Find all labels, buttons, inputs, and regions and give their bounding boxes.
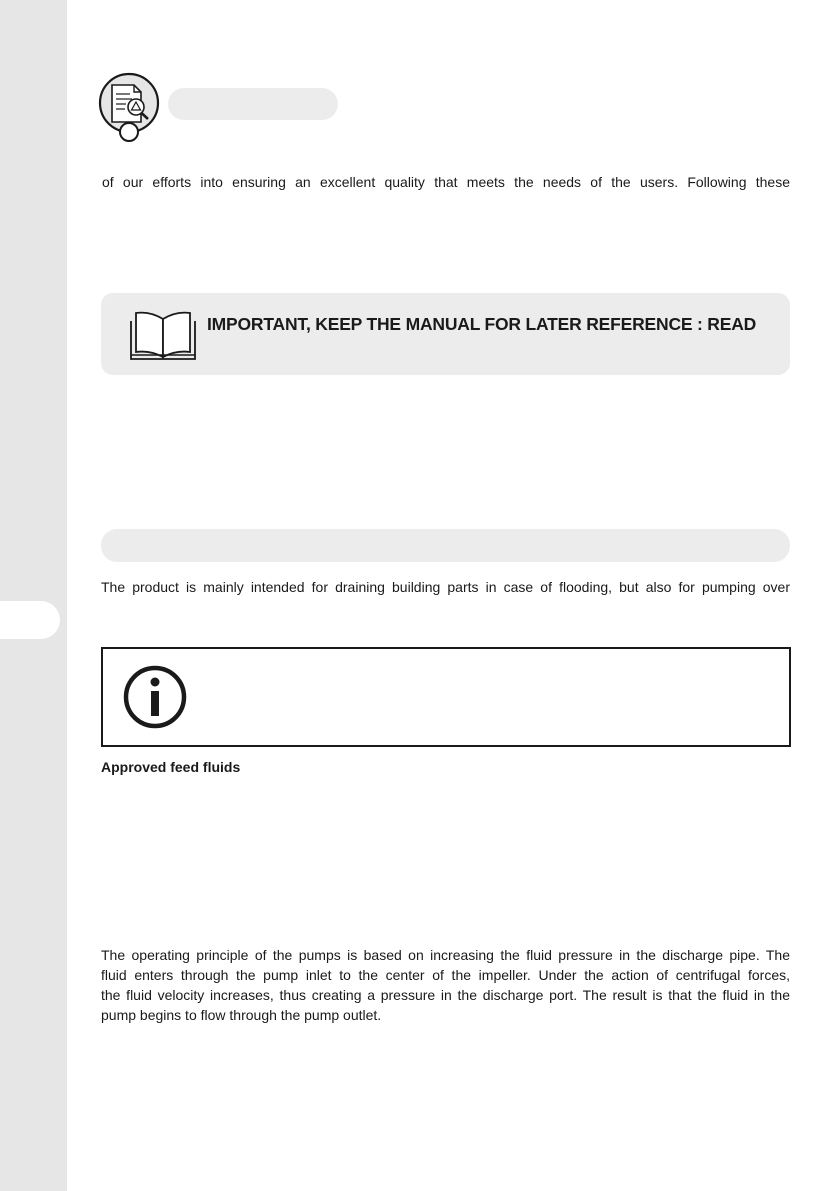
- operating-principle-paragraph: [101, 945, 790, 1025]
- open-book-icon: [128, 309, 198, 361]
- paragraph-line: The operating principle of the pumps is based on increasing the fluid pressure in the discharge pipe. The: [101, 947, 790, 963]
- intended-use-paragraph: The product is mainly intended for draining building parts in case of flooding, but also for pumping over: [101, 579, 790, 595]
- info-icon: [122, 664, 188, 730]
- important-notice-text: IMPORTANT, KEEP THE MANUAL FOR LATER REFERENCE : READ: [207, 314, 757, 334]
- document-warning-magnifier-icon: [98, 72, 160, 144]
- paragraph-line: the fluid velocity increases, thus creating a pressure in the discharge port. The result is that the fluid in the: [101, 987, 790, 1003]
- approved-feed-fluids-heading: Approved feed fluids: [101, 759, 241, 775]
- header-title-bar: [168, 88, 338, 120]
- important-notice-box: [101, 293, 790, 375]
- paragraph-line: pump begins to flow through the pump outlet.: [101, 1007, 382, 1023]
- paragraph-line: fluid enters through the pump inlet to the center of the impeller. Under the action of centrifugal forces,: [101, 967, 790, 983]
- left-margin-strip: [0, 0, 67, 1191]
- side-page-tab: [0, 601, 60, 639]
- intro-paragraph: of our efforts into ensuring an excellent quality that meets the needs of the users. Following these: [102, 174, 790, 190]
- section-heading-bar: [101, 529, 790, 562]
- info-notice-box: [101, 647, 791, 747]
